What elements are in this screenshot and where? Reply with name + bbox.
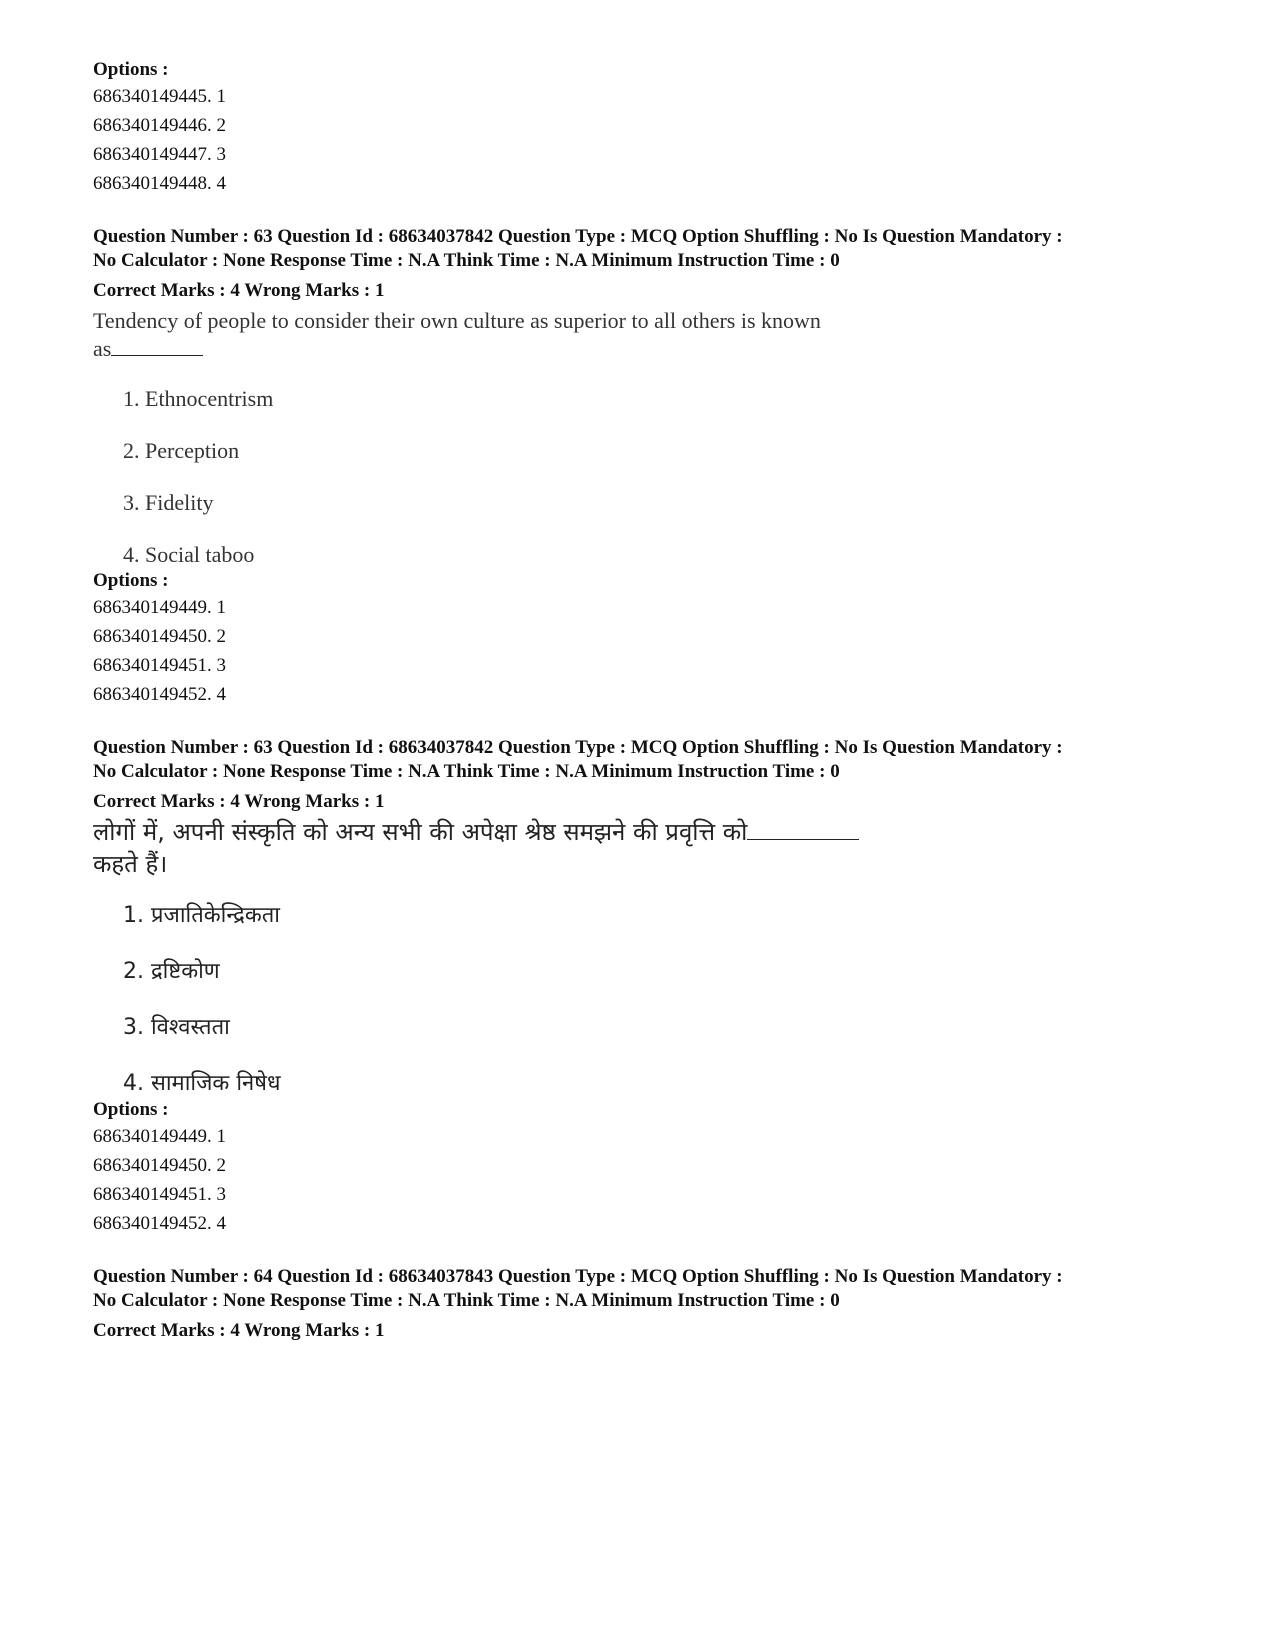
question-63-hindi: [93, 736, 1213, 1238]
question-text: [93, 307, 1213, 363]
answer-choice: 1. Ethnocentrism: [123, 386, 274, 411]
question-marks: Correct Marks : 4 Wrong Marks : 1: [93, 791, 385, 812]
answer-choice: 2. द्रष्टिकोण: [123, 959, 220, 984]
top-options-block: [93, 58, 1213, 198]
question-text-line2: कहते हैं।: [93, 850, 168, 878]
option-id: 686340149450. 2: [93, 1155, 226, 1176]
question-text-line1: [93, 816, 1213, 848]
answer-choice: 3. विश्वस्तता: [123, 1015, 230, 1040]
option-id: 686340149452. 4: [93, 1213, 226, 1234]
question-meta-line1: Question Number : 64 Question Id : 68634037843 Question Type : MCQ Option Shuffling : No Is Question Mandatory :: [93, 1266, 1063, 1287]
answer-choice: 4. सामाजिक निषेध: [123, 1071, 281, 1096]
option-id: 686340149447. 3: [93, 144, 226, 165]
answer-blank: [111, 354, 203, 356]
question-text-line2: [93, 335, 1213, 363]
options-label: Options :: [93, 570, 169, 591]
question-meta-line1: Question Number : 63 Question Id : 68634037842 Question Type : MCQ Option Shuffling : No Is Question Mandatory :: [93, 226, 1063, 247]
option-id: 686340149451. 3: [93, 655, 226, 676]
exam-page: [93, 58, 1213, 1345]
option-id: 686340149448. 4: [93, 173, 226, 194]
question-text-line1: Tendency of people to consider their own culture as superior to all others is known: [93, 308, 821, 333]
question-text-line1-words: लोगों में, अपनी संस्कृति को अन्य सभी की अपेक्षा श्रेष्ठ समझने की प्रवृत्ति को: [93, 818, 748, 846]
question-marks: Correct Marks : 4 Wrong Marks : 1: [93, 280, 385, 301]
question-64: [93, 1265, 1213, 1345]
option-id: 686340149446. 2: [93, 115, 226, 136]
question-meta-line1: Question Number : 63 Question Id : 68634037842 Question Type : MCQ Option Shuffling : No Is Question Mandatory :: [93, 737, 1063, 758]
option-id: 686340149445. 1: [93, 86, 226, 107]
option-id: 686340149452. 4: [93, 684, 226, 705]
answer-choice: 3. Fidelity: [123, 490, 214, 515]
answer-choice: 4. Social taboo: [123, 542, 255, 567]
question-text-line2-word: as: [93, 336, 112, 361]
question-text: [93, 816, 1213, 880]
question-meta-line2: No Calculator : None Response Time : N.A Think Time : N.A Minimum Instruction Time : 0: [93, 1290, 840, 1311]
options-label: Options :: [93, 59, 169, 80]
question-63-english: [93, 225, 1213, 709]
answer-blank: [747, 838, 859, 840]
question-meta-line2: No Calculator : None Response Time : N.A Think Time : N.A Minimum Instruction Time : 0: [93, 761, 840, 782]
question-marks: Correct Marks : 4 Wrong Marks : 1: [93, 1320, 385, 1341]
answer-choice: 2. Perception: [123, 438, 240, 463]
option-id: 686340149451. 3: [93, 1184, 226, 1205]
option-id: 686340149449. 1: [93, 597, 226, 618]
option-id: 686340149449. 1: [93, 1126, 226, 1147]
question-meta-line2: No Calculator : None Response Time : N.A Think Time : N.A Minimum Instruction Time : 0: [93, 250, 840, 271]
options-label: Options :: [93, 1099, 169, 1120]
option-id: 686340149450. 2: [93, 626, 226, 647]
answer-choice: 1. प्रजातिकेन्द्रिकता: [123, 903, 280, 928]
